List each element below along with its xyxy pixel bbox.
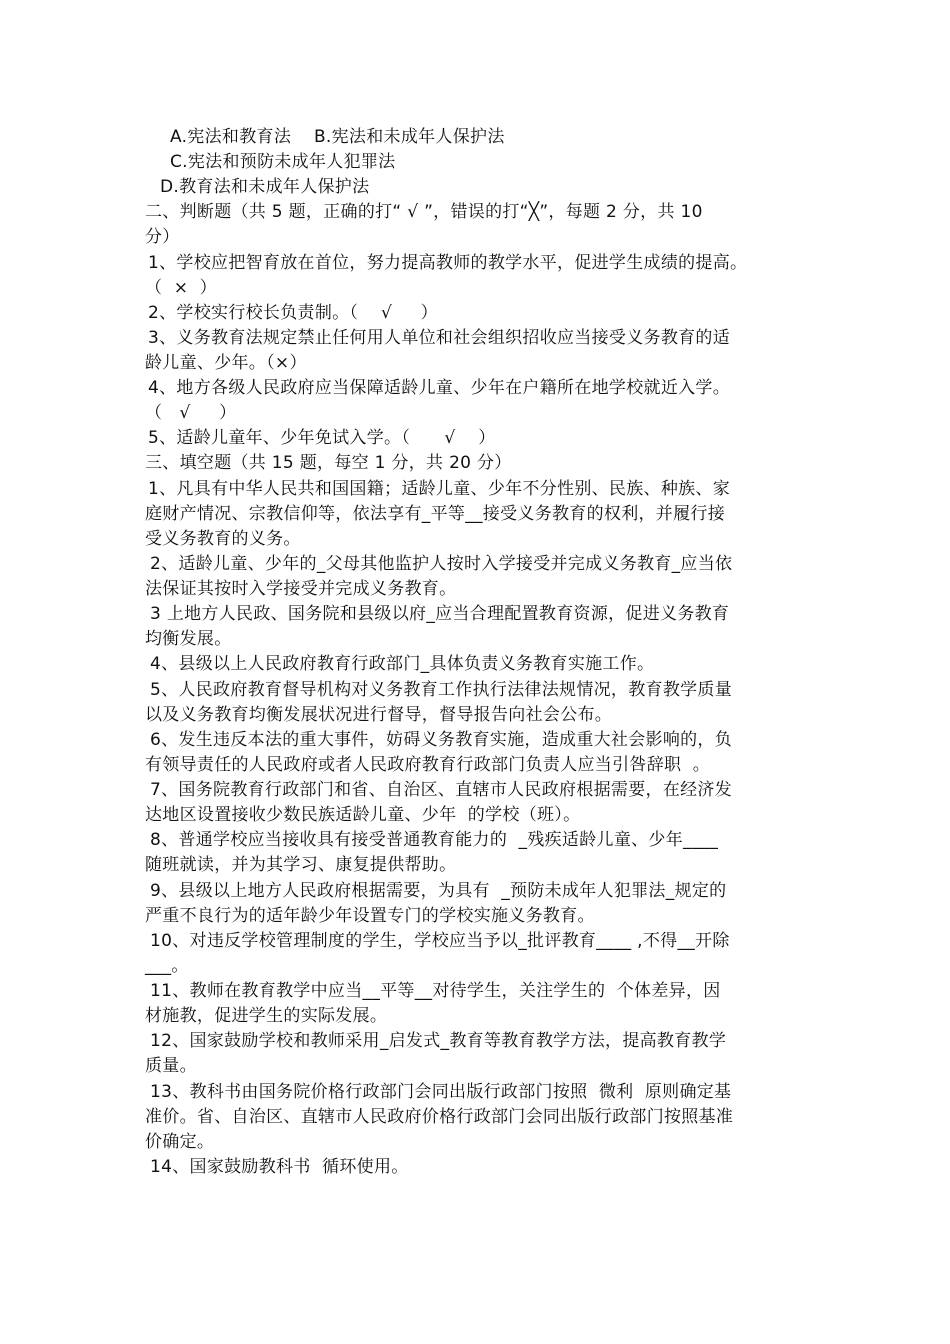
fill-item-5: 5、人民政府教育督导机构对义务教育工作执行法律法规情况，教育教学质量: [150, 680, 733, 700]
fill-item-1-cont: 庭财产情况、宗教信仰等，依法享有_平等__接受义务教育的权利，并履行接: [145, 504, 725, 524]
fill-item-1-cont: 受义务教育的义务。: [145, 529, 301, 549]
fill-item-12: 12、国家鼓励学校和教师采用_启发式_教育等教育教学方法，提高教育教学: [150, 1031, 727, 1051]
fill-item-7: 7、国务院教育行政部门和省、自治区、直辖市人民政府根据需要，在经济发: [150, 780, 733, 800]
judgment-item-1-answer: （ × ）: [145, 278, 217, 298]
fill-item-11-cont: 材施教，促进学生的实际发展。: [145, 1006, 388, 1026]
option-c: C.宪法和预防未成年人犯罪法: [170, 152, 396, 172]
fill-item-6: 6、发生违反本法的重大事件，妨碍义务教育实施，造成重大社会影响的，负: [150, 730, 733, 750]
fill-item-14: 14、国家鼓励教科书 循环使用。: [150, 1157, 409, 1177]
fill-item-13-cont: 价确定。: [145, 1132, 215, 1152]
fill-item-1: 1、凡具有中华人民共和国国籍；适龄儿童、少年不分性别、民族、种族、家: [148, 479, 731, 499]
section-heading-judgment-cont: 分）: [145, 227, 180, 247]
fill-item-12-cont: 质量。: [145, 1056, 197, 1076]
fill-item-9-cont: 严重不良行为的适年龄少年设置专门的学校实施义务教育。: [145, 906, 595, 926]
option-a-b: A.宪法和教育法 B.宪法和未成年人保护法: [170, 127, 505, 147]
fill-item-3: 3 上地方人民政、国务院和县级以府_应当合理配置教育资源，促进义务教育: [150, 604, 730, 624]
section-heading-fill: 三、填空题（共 15 题，每空 1 分，共 20 分）: [145, 453, 512, 473]
fill-item-10: 10、对违反学校管理制度的学生，学校应当予以_批评教育____ ,不得__开除: [150, 931, 730, 951]
fill-item-6-cont: 有领导责任的人民政府或者人民政府教育行政部门负责人应当引咎辞职 。: [145, 755, 711, 775]
judgment-item-3: 3、义务教育法规定禁止任何用人单位和社会组织招收应当接受义务教育的适: [148, 328, 731, 348]
fill-item-3-cont: 均衡发展。: [145, 629, 232, 649]
fill-item-13-cont: 准价。省、自治区、直辖市人民政府价格行政部门会同出版行政部门按照基准: [145, 1107, 734, 1127]
fill-item-11: 11、教师在教育教学中应当__平等__对待学生，关注学生的 个体差异，因: [150, 981, 721, 1001]
fill-item-4: 4、县级以上人民政府教育行政部门_具体负责义务教育实施工作。: [150, 654, 655, 674]
fill-item-13: 13、教科书由国务院价格行政部门会同出版行政部门按照 微利 原则确定基: [150, 1082, 732, 1102]
fill-item-9: 9、县级以上地方人民政府根据需要，为具有 _预防未成年人犯罪法_规定的: [150, 881, 727, 901]
fill-item-5-cont: 以及义务教育均衡发展状况进行督导，督导报告向社会公布。: [145, 705, 613, 725]
judgment-item-5: 5、适龄儿童年、少年免试入学。（ √ ）: [148, 428, 496, 448]
judgment-item-4: 4、地方各级人民政府应当保障适龄儿童、少年在户籍所在地学校就近入学。: [148, 378, 731, 398]
judgment-item-1: 1、学校应把智育放在首位，努力提高教师的教学水平，促进学生成绩的提高。: [148, 253, 748, 273]
fill-item-2: 2、适龄儿童、少年的_父母其他监护人按时入学接受并完成义务教育_应当依: [150, 554, 733, 574]
section-heading-judgment: 二、判断题（共 5 题，正确的打“ √ ”，错误的打“╳”，每题 2 分，共 10: [145, 202, 703, 222]
fill-item-8-cont: 随班就读，并为其学习、康复提供帮助。: [145, 855, 457, 875]
judgment-item-4-answer: （ √ ）: [145, 403, 237, 423]
fill-item-7-cont: 达地区设置接收少数民族适龄儿童、少年 的学校（班）。: [145, 805, 581, 825]
option-d: D.教育法和未成年人保护法: [160, 177, 370, 197]
judgment-item-3-cont: 龄儿童、少年。（×）: [145, 353, 307, 373]
fill-item-2-cont: 法保证其按时入学接受并完成义务教育。: [145, 579, 457, 599]
judgment-item-2: 2、学校实行校长负责制。（ √ ）: [148, 303, 438, 323]
fill-item-8: 8、普通学校应当接收具有接受普通教育能力的 _残疾适龄儿童、少年____: [150, 830, 719, 850]
fill-item-10-cont: ___。: [145, 956, 189, 976]
